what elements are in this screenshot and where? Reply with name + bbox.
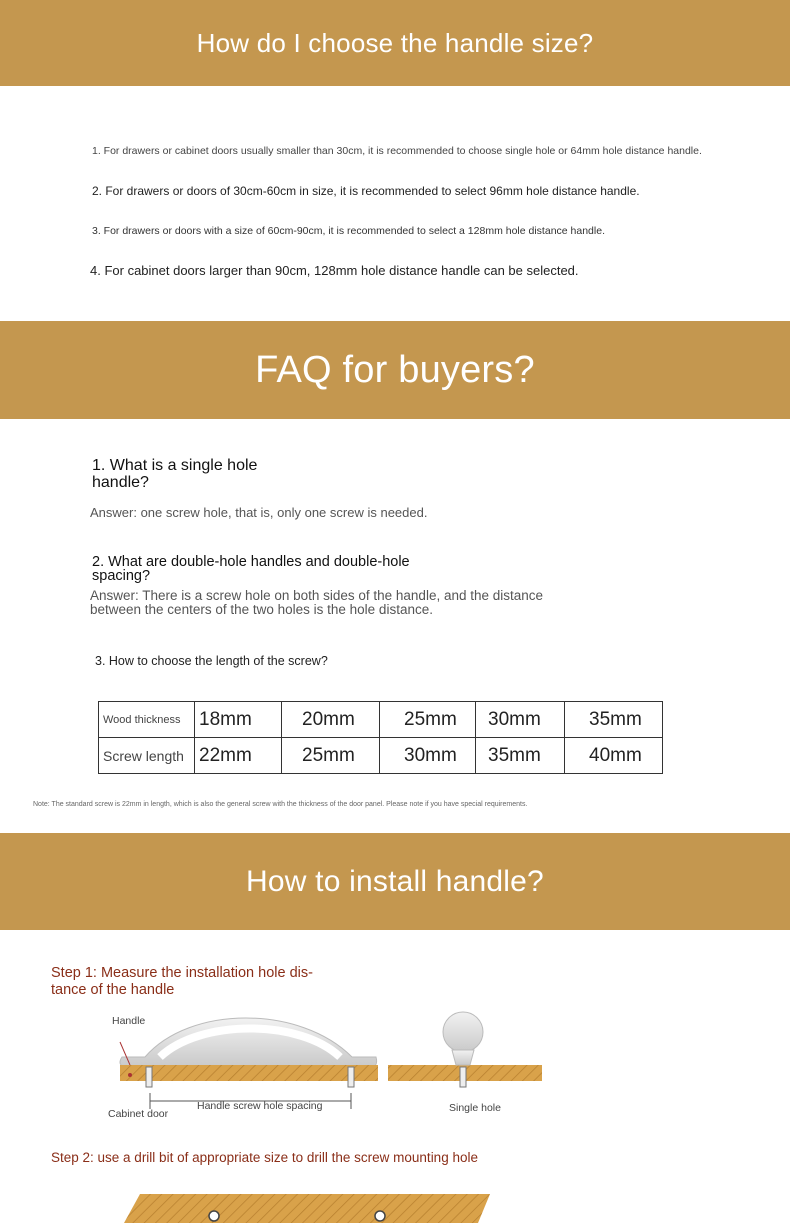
- step-2: Step 2: use a drill bit of appropriate size to drill the screw mounting hole: [51, 1150, 478, 1165]
- section-title: How to install handle?: [246, 864, 544, 898]
- section-header-handle-size: [0, 0, 790, 86]
- tip-4: 4. For cabinet doors larger than 90cm, 128mm hole distance handle can be selected.: [90, 263, 579, 278]
- drill-hole-icon: [375, 1211, 385, 1221]
- tip-1: 1. For drawers or cabinet doors usually smaller than 30cm, it is recommended to choose single hole or 64mm hole distance handle.: [92, 145, 702, 157]
- section-header-faq: [0, 321, 790, 419]
- arch-handle-icon: [120, 1018, 377, 1067]
- table-note: Note: The standard screw is 22mm in length, which is also the general screw with the thickness of the door panel. Please note if you have special requirements.: [33, 801, 528, 808]
- single-knob-icon: [388, 1012, 542, 1087]
- table-cell: 35mm: [565, 702, 663, 738]
- wood-board: [124, 1194, 490, 1223]
- faq-answer-2-line2: between the centers of the two holes is the hole distance.: [90, 602, 433, 617]
- handle-label: Handle: [112, 1015, 146, 1027]
- single-hole-label: Single hole: [449, 1102, 501, 1114]
- table-cell: 22mm: [195, 738, 282, 774]
- faq-question-2-line2: spacing?: [92, 568, 151, 584]
- faq-question-2-line1: 2. What are double-hole handles and double-hole: [92, 554, 410, 570]
- table-row-label: Screw length: [99, 738, 195, 774]
- table-cell: 30mm: [380, 738, 476, 774]
- spacing-label: Handle screw hole spacing: [197, 1100, 323, 1112]
- step-1-line2: tance of the handle: [51, 982, 175, 998]
- table-cell: 30mm: [476, 702, 565, 738]
- faq-answer-1: Answer: one screw hole, that is, only one screw is needed.: [90, 505, 428, 520]
- section-title: FAQ for buyers?: [255, 348, 535, 391]
- cabinet-door-board: [120, 1065, 378, 1081]
- table-row: [99, 702, 663, 738]
- drill-hole-icon: [209, 1211, 219, 1221]
- marker-dot: [128, 1073, 132, 1077]
- faq-answer-2-line1: Answer: There is a screw hole on both sides of the handle, and the distance: [90, 588, 544, 603]
- table-cell: 18mm: [195, 702, 282, 738]
- cabinet-door-label: Cabinet door: [108, 1108, 169, 1120]
- faq-question-1-line2: handle?: [92, 474, 149, 491]
- table-cell: 40mm: [565, 738, 663, 774]
- table-cell: 35mm: [476, 738, 565, 774]
- faq-question-3: 3. How to choose the length of the screw?: [95, 654, 328, 668]
- section-title: How do I choose the handle size?: [196, 27, 594, 58]
- table-row: [99, 738, 663, 774]
- drill-board-diagram: [118, 1192, 498, 1223]
- table-cell: 25mm: [282, 738, 380, 774]
- table-cell: 20mm: [282, 702, 380, 738]
- tip-2: 2. For drawers or doors of 30cm-60cm in size, it is recommended to select 96mm hole distance handle.: [92, 184, 640, 198]
- table-cell: 25mm: [380, 702, 476, 738]
- section-header-install: [0, 833, 790, 930]
- step-1-line1: Step 1: Measure the installation hole dis-: [51, 965, 313, 981]
- faq-question-1-line1: 1. What is a single hole: [92, 457, 258, 474]
- table-row-label: Wood thickness: [99, 702, 195, 738]
- tip-3: 3. For drawers or doors with a size of 60cm-90cm, it is recommended to select a 128mm hole distance handle.: [92, 225, 605, 237]
- screw-length-table: [98, 701, 663, 774]
